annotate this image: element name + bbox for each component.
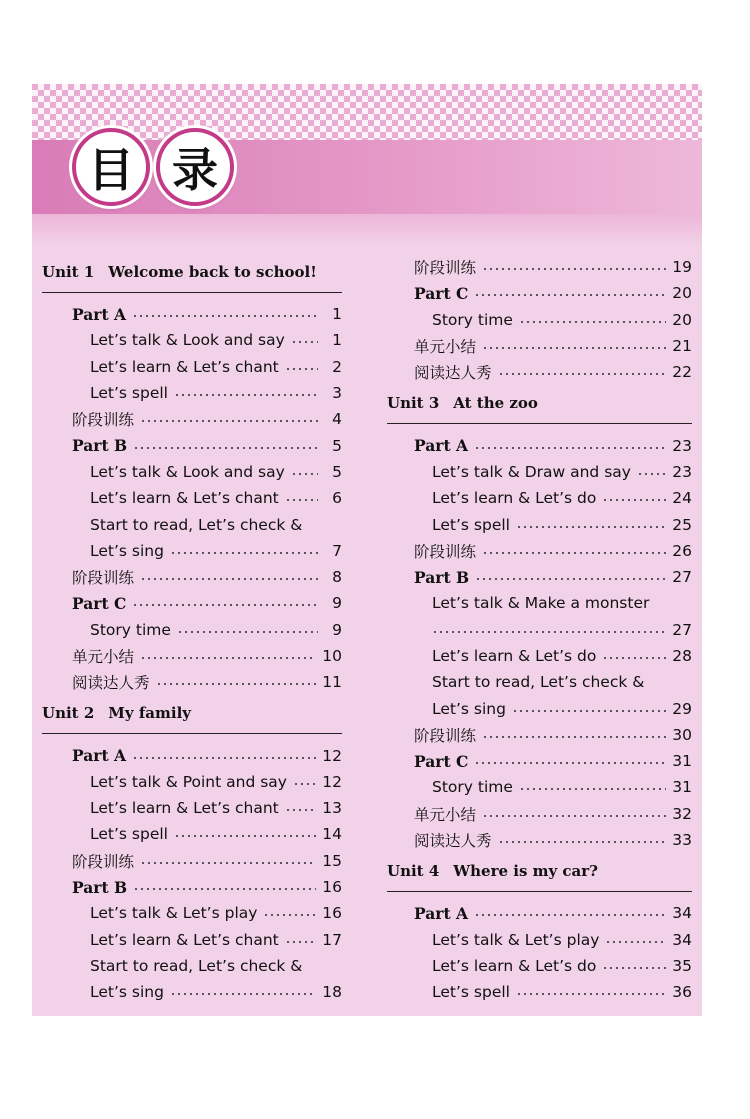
part-label: Part C [72, 593, 127, 613]
page-number: 28 [672, 647, 692, 665]
entry-label: 阶段训练 [72, 569, 135, 588]
dot-leader [516, 526, 666, 528]
title-char-2: 录 [156, 128, 234, 206]
entry-label: Let’s learn & Let’s chant [90, 357, 279, 376]
page-number: 27 [672, 568, 692, 587]
toc-entry[interactable] [387, 432, 692, 458]
toc-entry[interactable] [42, 327, 342, 353]
toc-entry[interactable] [387, 307, 692, 333]
toc-entry[interactable] [42, 380, 342, 406]
toc-entry[interactable] [387, 669, 692, 695]
dot-leader [132, 604, 318, 606]
toc-entry[interactable] [387, 254, 692, 280]
toc-entry[interactable] [42, 564, 342, 590]
toc-entry[interactable] [387, 459, 692, 485]
dot-leader [132, 757, 316, 759]
dot-leader [174, 394, 318, 396]
dot-leader [285, 809, 317, 811]
toc-entry[interactable] [387, 280, 692, 306]
entry-label: 阶段训练 [72, 411, 135, 430]
dot-leader [482, 552, 666, 554]
dot-leader [602, 499, 666, 501]
dot-leader [291, 473, 318, 475]
toc-entry[interactable] [387, 511, 692, 537]
page-number: 36 [672, 983, 692, 1002]
page-number: 31 [672, 752, 692, 771]
dot-leader [519, 788, 666, 790]
page-number: 17 [322, 930, 342, 949]
dot-leader [512, 710, 666, 712]
part-label: Part B [72, 436, 128, 456]
entry-label: Let’s talk & Make a monster [432, 594, 650, 613]
entry-label: Let’s talk & Draw and say [432, 462, 631, 481]
banner-fade [32, 214, 702, 246]
dot-leader [498, 373, 667, 375]
page-number: 20 [672, 284, 692, 303]
page-title [72, 128, 234, 206]
toc-entry[interactable] [42, 538, 342, 564]
page-number: 1 [332, 331, 342, 350]
toc-entry[interactable] [387, 774, 692, 800]
entry-label: 阅读达人秀 [72, 674, 150, 693]
dot-leader [140, 420, 318, 422]
dot-leader [482, 736, 666, 738]
entry-label: Story time [432, 778, 513, 797]
toc-entry[interactable] [387, 617, 692, 643]
toc-entry[interactable] [42, 742, 342, 768]
dot-leader [482, 268, 666, 270]
unit-heading [387, 857, 692, 892]
entry-label: 单元小结 [72, 648, 135, 666]
toc-entry[interactable] [42, 979, 342, 1005]
page-number: 9 [332, 620, 342, 639]
entry-label: 阶段训练 [72, 852, 135, 871]
part-label: Part C [414, 283, 469, 303]
toc-entry[interactable] [387, 801, 692, 827]
unit-title: Welcome back to school! [108, 263, 317, 281]
dot-leader [132, 315, 318, 317]
dot-leader [156, 683, 317, 685]
toc-entry[interactable] [42, 459, 342, 485]
dot-leader [140, 578, 318, 580]
dot-leader [516, 993, 666, 995]
entry-label: 单元小结 [414, 338, 477, 357]
part-label: Part A [72, 304, 127, 324]
page-number: 12 [322, 746, 342, 765]
page-number: 32 [672, 804, 692, 823]
page-number: 35 [672, 956, 692, 975]
part-label: Part A [72, 746, 127, 766]
page-number: 23 [672, 462, 692, 481]
entry-label: Let’s learn & Let’s chant [90, 489, 279, 508]
page-number: 8 [332, 568, 342, 587]
toc-entry[interactable] [42, 874, 342, 900]
toc-page [32, 84, 702, 1016]
page-number: 34 [672, 904, 692, 923]
entry-label: Story time [432, 310, 513, 329]
page-number: 19 [672, 258, 692, 277]
part-label: Part A [414, 436, 469, 456]
dot-leader [285, 368, 318, 370]
unit-number: Unit 2 [42, 704, 95, 723]
page-number: 5 [332, 436, 342, 455]
entry-label: Let’s talk & Look and say [90, 331, 285, 350]
entry-label: 阶段训练 [414, 542, 477, 561]
toc-entry[interactable] [42, 354, 342, 380]
page-number: 13 [322, 799, 342, 818]
entry-label: 阅读达人秀 [414, 364, 492, 383]
dot-leader [293, 783, 316, 785]
toc-entry[interactable] [42, 769, 342, 795]
dot-leader [140, 657, 316, 659]
entry-label: Let’s talk & Look and say [90, 462, 285, 481]
page-number: 16 [322, 878, 342, 897]
dot-leader [605, 941, 666, 943]
toc-entry[interactable] [387, 979, 692, 1005]
toc-column-right [387, 254, 692, 1005]
toc-entry[interactable] [42, 795, 342, 821]
dot-leader [474, 447, 666, 449]
dot-leader [291, 341, 318, 343]
entry-label: 阶段训练 [414, 259, 477, 278]
entry-label: 阶段训练 [414, 726, 477, 745]
entry-label: Let’s sing [90, 983, 164, 1002]
toc-entry[interactable] [42, 301, 342, 327]
dot-leader [170, 993, 316, 995]
part-label: Part C [414, 751, 469, 771]
entry-label: Start to read, Let’s check & [432, 673, 645, 692]
entry-label: Let’s learn & Let’s do [432, 489, 597, 508]
page-number: 31 [672, 778, 692, 797]
toc-entry[interactable] [387, 953, 692, 979]
page-number: 20 [672, 310, 692, 329]
entry-label: Let’s spell [90, 384, 168, 403]
part-label: Part A [414, 903, 469, 923]
entry-label: Let’s talk & Let’s play [90, 904, 258, 923]
entry-label: Let’s spell [432, 983, 510, 1002]
toc-entry[interactable] [42, 821, 342, 847]
toc-entry[interactable] [387, 359, 692, 385]
toc-entry[interactable] [42, 590, 342, 616]
page-number: 22 [672, 363, 692, 382]
toc-entry[interactable] [42, 643, 342, 669]
unit-number: Unit 1 [42, 263, 95, 281]
page-number: 9 [332, 594, 342, 613]
toc-entry[interactable] [387, 485, 692, 511]
page-number: 14 [322, 825, 342, 844]
entry-label: Let’s learn & Let’s chant [90, 930, 279, 949]
dot-leader [519, 321, 666, 323]
unit-heading [42, 699, 342, 734]
unit-title: Where is my car? [453, 862, 598, 881]
dot-leader [474, 762, 666, 764]
dot-leader [170, 552, 318, 554]
page-number: 33 [672, 831, 692, 850]
entry-label: Let’s learn & Let’s do [432, 647, 597, 665]
entry-label: Story time [90, 620, 171, 639]
dot-leader [474, 914, 666, 916]
entry-label: Let’s talk & Point and say [90, 772, 287, 791]
dot-leader [285, 499, 318, 501]
toc-entry[interactable] [387, 333, 692, 359]
toc-entry[interactable] [42, 511, 342, 537]
entry-label: 单元小结 [414, 805, 477, 824]
toc-entry[interactable] [387, 695, 692, 721]
dot-leader [482, 815, 666, 817]
unit-heading [42, 258, 342, 293]
toc-entry[interactable] [42, 485, 342, 511]
page-number: 16 [322, 904, 342, 923]
dot-leader [432, 631, 666, 633]
page-number: 30 [672, 725, 692, 744]
part-label: Part B [414, 567, 470, 587]
dot-leader [637, 473, 666, 475]
page-number: 23 [672, 436, 692, 455]
dot-leader [174, 835, 316, 837]
toc-entry[interactable] [42, 848, 342, 874]
page-number: 12 [322, 772, 342, 791]
unit-number: Unit 4 [387, 862, 440, 881]
dot-leader [177, 631, 318, 633]
page-number: 11 [322, 673, 342, 692]
page-number: 29 [672, 699, 692, 718]
dot-leader [498, 841, 667, 843]
title-char-1: 目 [72, 128, 150, 206]
toc-entry[interactable] [42, 900, 342, 926]
dot-leader [285, 941, 317, 943]
toc-entry[interactable] [42, 432, 342, 458]
dot-leader [140, 862, 316, 864]
dot-leader [133, 888, 316, 890]
toc-entry[interactable] [387, 827, 692, 853]
page-number: 3 [332, 384, 342, 403]
toc-column-left [42, 254, 342, 1005]
dot-leader [263, 914, 316, 916]
page-number: 27 [672, 620, 692, 639]
unit-title: At the zoo [453, 394, 538, 413]
dot-leader [482, 347, 666, 349]
page-number: 24 [672, 489, 692, 508]
entry-label: Start to read, Let’s check & [90, 515, 303, 534]
dot-leader [475, 578, 666, 580]
page-number: 15 [322, 851, 342, 870]
page-number: 21 [672, 337, 692, 356]
page-number: 25 [672, 515, 692, 534]
toc-entry[interactable] [42, 669, 342, 695]
toc-entry[interactable] [387, 564, 692, 590]
page-number: 1 [332, 305, 342, 324]
dot-leader [474, 294, 666, 296]
unit-heading [387, 389, 692, 424]
entry-label: Let’s spell [432, 515, 510, 534]
page-number: 7 [332, 541, 342, 560]
dot-leader [133, 447, 318, 449]
toc-entry[interactable] [387, 927, 692, 953]
page-number: 18 [322, 983, 342, 1002]
page-number: 26 [672, 541, 692, 560]
toc-entry[interactable] [387, 722, 692, 748]
dot-leader [602, 657, 666, 659]
toc-entry[interactable] [387, 590, 692, 616]
dot-leader [602, 967, 666, 969]
entry-label: Let’s learn & Let’s chant [90, 799, 279, 818]
toc-entry[interactable] [42, 406, 342, 432]
toc-entry[interactable] [42, 953, 342, 979]
entry-label: Let’s sing [432, 699, 506, 718]
part-label: Part B [72, 877, 128, 897]
toc-entry[interactable] [42, 927, 342, 953]
page-number: 6 [332, 489, 342, 508]
page-number: 34 [672, 930, 692, 949]
unit-number: Unit 3 [387, 394, 440, 413]
page-number: 10 [322, 647, 342, 665]
page-number: 5 [332, 462, 342, 481]
unit-title: My family [108, 704, 191, 723]
entry-label: Let’s spell [90, 825, 168, 844]
page-number: 2 [332, 357, 342, 376]
entry-label: Let’s sing [90, 541, 164, 560]
toc-entry[interactable] [387, 748, 692, 774]
toc-entry[interactable] [387, 538, 692, 564]
entry-label: Start to read, Let’s check & [90, 956, 303, 975]
entry-label: Let’s talk & Let’s play [432, 930, 600, 949]
toc-entry[interactable] [387, 643, 692, 669]
toc-entry[interactable] [42, 617, 342, 643]
page-number: 4 [332, 410, 342, 429]
entry-label: 阅读达人秀 [414, 832, 492, 851]
toc-entry[interactable] [387, 900, 692, 926]
entry-label: Let’s learn & Let’s do [432, 956, 597, 975]
